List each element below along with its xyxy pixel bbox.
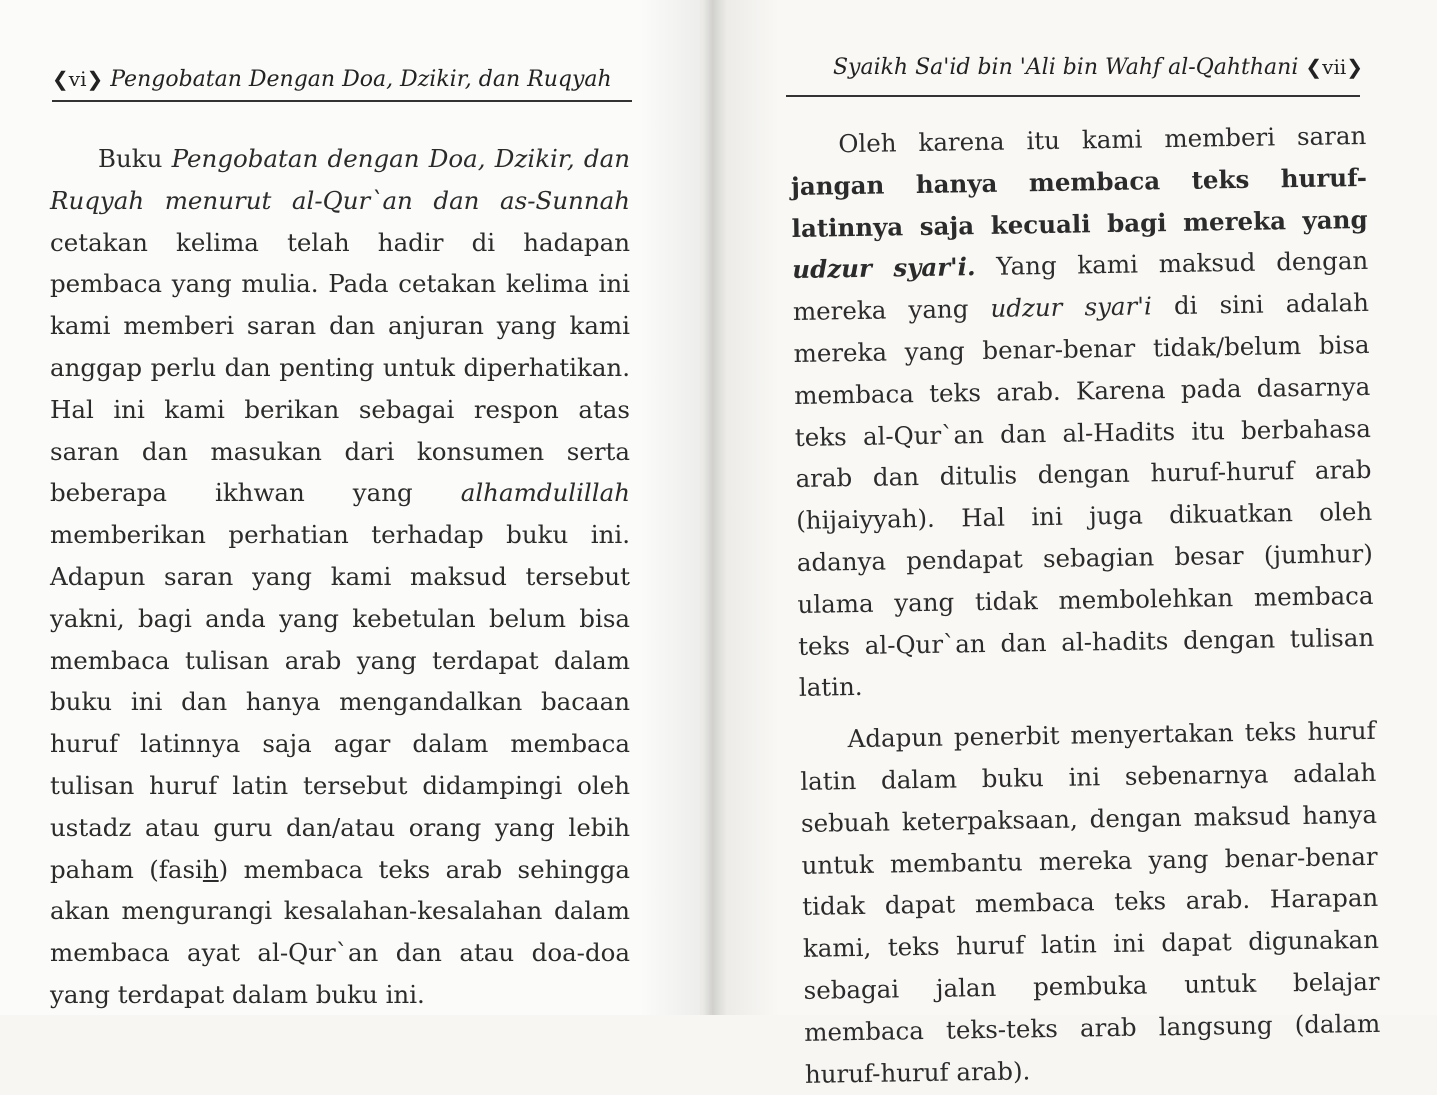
left_page.paragraph-run: h bbox=[202, 854, 219, 884]
page-number-left: ❮vi❯ bbox=[52, 67, 104, 91]
right_page.paragraphs.0-run: jangan hanya membaca teks huruf-latinnya saja kecuali bagi mereka yang bbox=[790, 162, 1368, 243]
right-header-rule bbox=[786, 95, 1360, 97]
right-paragraph-1 bbox=[790, 115, 1375, 709]
left-paragraph bbox=[50, 138, 630, 1016]
page-number-right: ❮vii❯ bbox=[1305, 55, 1363, 79]
left_page.paragraph-run: Pengobatan dengan Doa, Dzikir, dan Ruqyah menurut al-Qur`an dan as-Sunnah bbox=[50, 144, 630, 215]
right_page.paragraphs.0-run: Yang kami maksud dengan mereka yang bbox=[792, 246, 1369, 327]
left_page.paragraph-run: Buku bbox=[98, 144, 172, 173]
right-paragraph-2 bbox=[799, 710, 1381, 1095]
left_page.paragraph-run: memberikan perhatian terhadap buku ini. Adapun saran yang kami maksud tersebut yakni, bagi anda yang kebetulan belum bisa membaca tulisan arab yang terdapat dalam buku ini dan hanya mengandalkan bacaan huruf latinnya saja agar dalam membaca tulisan huruf latin tersebut didampingi oleh ustadz atau guru dan/atau orang yang lebih paham (fasi bbox=[50, 520, 630, 884]
left-page bbox=[0, 0, 700, 1015]
right_page.paragraphs.0-run: di sini adalah mereka yang benar-benar tidak/belum bisa membaca teks arab. Karena pada dasarnya teks al-Qur`an dan al-Hadits itu berbahasa arab dan ditulis dengan huruf-huruf arab (hijaiyyah). Hal ini juga dikuatkan oleh adanya pendapat sebagian besar (jumhur) ulama yang tidak membolehkan membaca teks al-Qur`an dan al-hadits dengan tulisan latin. bbox=[793, 288, 1375, 703]
right-page bbox=[700, 0, 1437, 1089]
left_page.paragraph-run: alhamdulillah bbox=[460, 478, 630, 508]
left_page.paragraph-run: cetakan kelima telah hadir di hadapan pembaca yang mulia. Pada cetakan kelima ini kami memberi saran dan anjuran yang kami anggap perlu dan penting untuk diperhatikan. Hal ini kami berikan sebagai respon atas saran dan masukan dari konsumen serta beberapa ikhwan yang bbox=[50, 227, 630, 508]
right_page.paragraphs.0-run: udzur syar'i. bbox=[792, 252, 976, 285]
right-body-text bbox=[790, 115, 1381, 1095]
left_page.paragraph-run: ) membaca teks arab sehingga akan mengurangi kesalahan-kesalahan dalam membaca ayat al-Qur`an dan atau doa-doa yang terdapat dalam buku ini. bbox=[50, 854, 630, 1009]
right-running-header bbox=[833, 52, 1363, 83]
right_page.paragraphs.0-run: udzur syar'i bbox=[990, 291, 1153, 324]
left-running-header bbox=[52, 64, 612, 95]
left-header-rule bbox=[52, 100, 632, 102]
right_page.paragraphs.0-run: Oleh karena itu kami memberi saran bbox=[838, 120, 1367, 159]
left-running-head: Pengobatan Dengan Doa, Dzikir, dan Ruqyah bbox=[110, 67, 612, 92]
right-running-head: Syaikh Sa'id bin 'Ali bin Wahf al-Qahthani bbox=[832, 55, 1299, 80]
right_page.paragraphs.1-run: Adapun penerbit menyertakan teks huruf latin dalam buku ini sebenarnya adalah sebuah keterpaksaan, dengan maksud hanya untuk membantu mereka yang benar-benar tidak dapat membaca teks arab. Harapan kami, teks huruf latin ini dapat digunakan sebagai jalan pembuka untuk belajar membaca teks-teks arab langsung (dalam huruf-huruf arab). bbox=[800, 716, 1381, 1089]
left-body-text bbox=[50, 138, 630, 1016]
